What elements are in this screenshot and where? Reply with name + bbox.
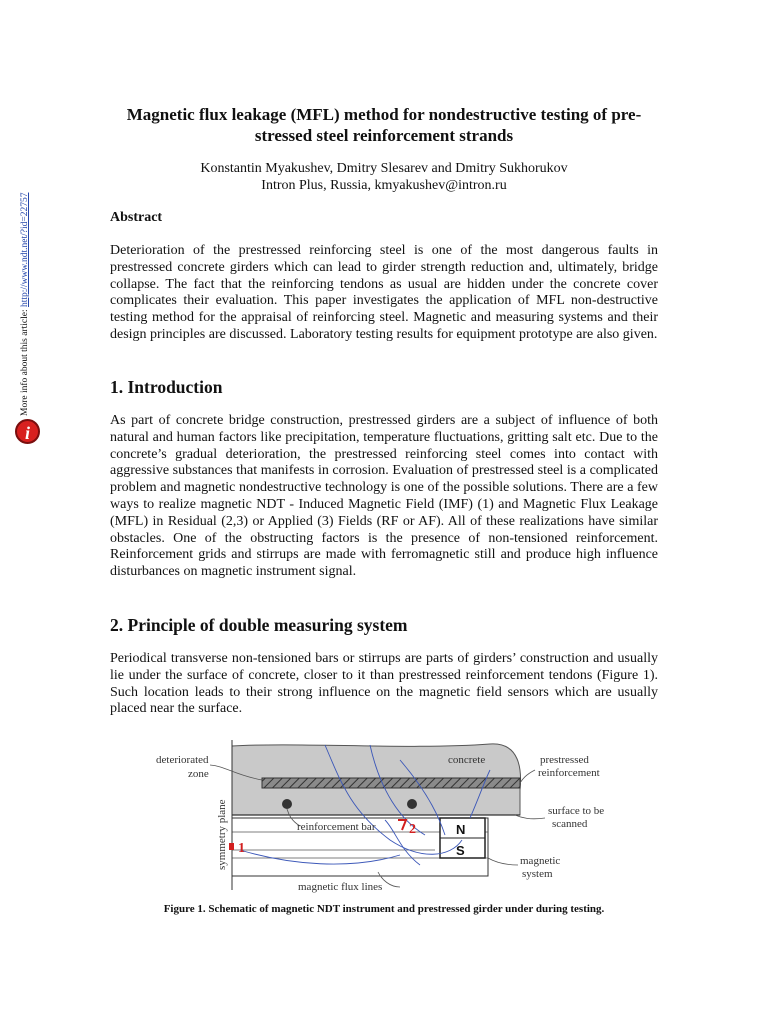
sidebar-article-note [20,186,38,416]
sidebar-prefix: More info about this article: [20,307,30,416]
reinforcement-bar-left [282,799,292,809]
author-affiliation: Intron Plus, Russia, kmyakushev@intron.ru [261,178,507,193]
sensor-2-label: 2 [409,822,416,837]
label-reinforcement-bar: reinforcement bar [297,821,376,833]
label-system: system [522,868,553,880]
author-block [108,160,660,194]
abstract-heading: Abstract [110,210,163,225]
figure-1 [150,740,620,900]
info-icon[interactable]: i [15,419,40,444]
pole-s-label: S [456,843,465,858]
section-1-heading: 1. Introduction [110,377,223,397]
sensor-1-marker [229,843,234,850]
section-2-text: Periodical transverse non-tensioned bars or stirrups are parts of girders’ construction and usually lie under the surface of concrete, closer to it than prestressed reinforcement tendons (Figure 1). Such location leads to their strong influence on the magnetic field sensors which are usually placed near the surface. [110,651,658,717]
label-surface-to-be: surface to be [548,805,605,817]
label-deteriorated: deteriorated [156,754,209,766]
paper-title: Magnetic flux leakage (MFL) method for nondestructive testing of pre-stressed steel reinforcement strands [126,105,642,145]
label-scanned: scanned [552,818,588,830]
reinforcement-bar-right [407,799,417,809]
section-1-text: As part of concrete bridge construction, prestressed girders are a subject of influence of both natural and human factors like precipitation, temperature fluctuations, gritting salt etc. Due to the concrete’s gradual deterioration, the prestressed reinforcing steel comes into contact with aggressive substances that manifests in corrosion. Evaluation of prestressed steel is a complicated problem and magnetic nondestructive technology is one of the possible solutions. There are a few ways to realize magnetic NDT - Induced Magnetic Field (IMF) (1) and Magnetic Flux Leakage (MFL) in Residual (2,3) or Applied (3) Fields (RF or AF). All of these realizations have similar obstacles. One of the obstructing factors is the presence of non-tensioned reinforcement. Reinforcement grids and stirrups are made with ferromagnetic still and produce high influence disturbances on magnetic instrument signal. [110,413,658,580]
article-link[interactable]: http://www.ndt.net/?id=22757 [20,192,30,308]
sensor-1-label: 1 [238,841,245,856]
label-concrete: concrete [448,754,486,766]
label-flux-lines: magnetic flux lines [298,881,383,893]
label-prestressed: prestressed [540,754,589,766]
label-magnetic: magnetic [520,855,561,867]
label-zone: zone [188,768,209,780]
section-2-heading: 2. Principle of double measuring system [110,615,408,635]
figure-1-diagram [150,740,620,900]
abstract-text: Deterioration of the prestressed reinforcing steel is one of the most dangerous faults in prestressed concrete girders which can lead to girder strength reduction and, ultimately, bridge collapse. The fact that the reinforcing tendons as usual are hidden under the concrete cover complicates their evaluation. This paper investigates the application of MFL non-destructive testing method for the appraisal of reinforcing steel. Magnetic and measuring systems and their design principles are discussed. Laboratory testing results for equipment prototype are also given. [110,243,658,342]
figure-1-caption: Figure 1. Schematic of magnetic NDT instrument and prestressed girder under during testing. [163,903,605,915]
pole-n-label: N [456,822,466,837]
author-names: Konstantin Myakushev, Dmitry Slesarev and Dmitry Sukhorukov [200,161,568,176]
label-symmetry-plane: symmetry plane [216,799,228,870]
label-reinforcement: reinforcement [538,767,600,779]
prestressed-tendon [262,778,520,788]
